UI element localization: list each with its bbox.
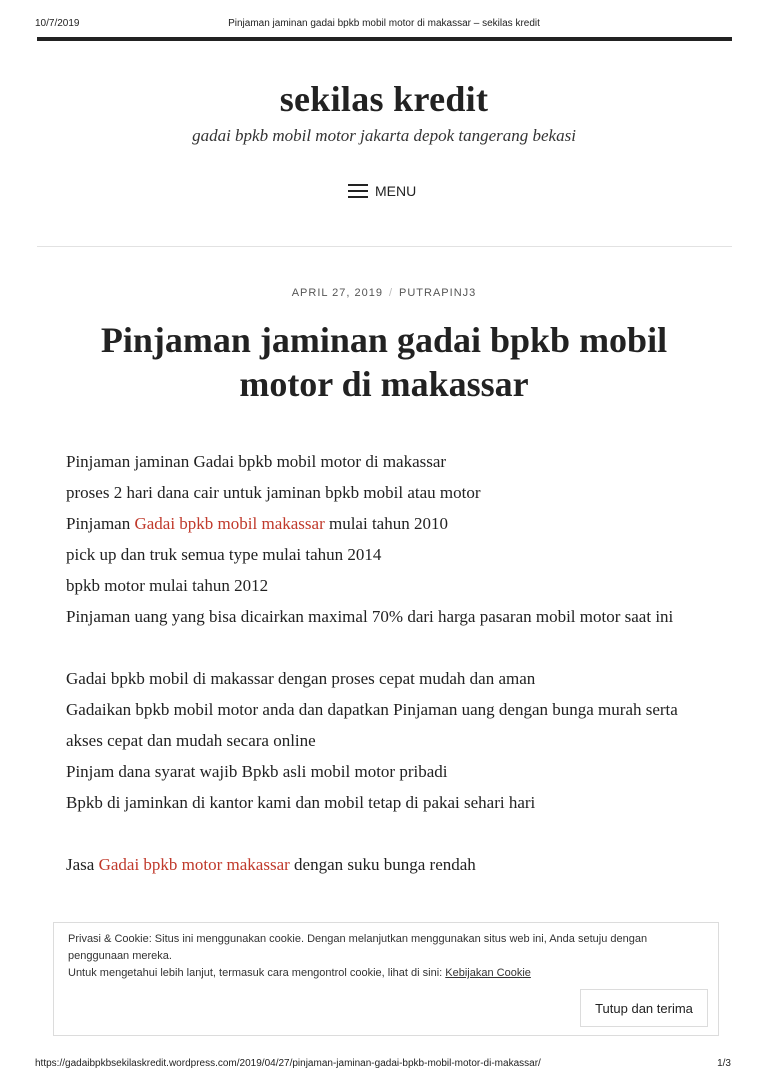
cookie-notice: Privasi & Cookie: Situs ini menggunakan cookie. Dengan melanjutkan menggunakan situs web ini, Anda setuju dengan penggunaan mereka. [68, 933, 648, 962]
print-header [0, 0, 768, 40]
gadai-bpkb-motor-makassar-link[interactable]: Gadai bpkb motor makassar [98, 855, 290, 874]
top-divider [37, 37, 732, 41]
post-title: Pinjaman jaminan gadai bpkb mobil motor di makassar [100, 320, 668, 404]
print-page-title: Pinjaman jaminan gadai bpkb mobil motor di makassar – sekilas kredit [228, 18, 540, 29]
content-line: Pinjam dana syarat wajib Bpkb asli mobil motor pribadi [66, 762, 448, 781]
cookie-text [68, 931, 698, 982]
hamburger-icon [348, 184, 368, 198]
post-author[interactable]: PUTRAPINJ3 [399, 287, 477, 299]
content-line: proses 2 hari dana cair untuk jaminan bpkb mobil atau motor [66, 483, 481, 502]
content-line: pick up dan truk semua type mulai tahun 2014 [66, 545, 382, 564]
post-date[interactable]: APRIL 27, 2019 [291, 287, 383, 299]
content-line: Gadai bpkb mobil di makassar dengan proses cepat mudah dan aman [66, 669, 536, 688]
content-line: Pinjaman jaminan Gadai bpkb mobil motor di makassar [66, 452, 447, 471]
print-date: 10/7/2019 [35, 18, 80, 29]
site-title[interactable]: sekilas kredit [279, 79, 489, 119]
content-line: Jasa Gadai bpkb motor makassar dengan suku bunga rendah [66, 855, 476, 874]
menu-label: MENU [375, 183, 417, 199]
close-and-accept-button[interactable]: Tutup dan terima [580, 989, 708, 1027]
print-url: https://gadaibpkbsekilaskredit.wordpress.com/2019/04/27/pinjaman-jaminan-gadai-bpkb-mobil-motor-di-makassar/ [35, 1058, 541, 1069]
content-line: Pinjaman uang yang bisa dicairkan maximal 70% dari harga pasaran mobil motor saat ini [66, 607, 674, 626]
menu-toggle-button[interactable] [348, 180, 416, 202]
header-divider [37, 246, 732, 247]
print-page-number: 1/3 [717, 1058, 731, 1069]
content-line: Pinjaman Gadai bpkb mobil makassar mulai tahun 2010 [66, 514, 448, 533]
post-meta [0, 287, 768, 299]
print-footer [0, 1056, 768, 1076]
site-description: gadai bpkb mobil motor jakarta depok tangerang bekasi [192, 126, 576, 145]
meta-separator: / [388, 287, 394, 299]
content-line: Bpkb di jaminkan di kantor kami dan mobil tetap di pakai sehari hari [66, 793, 536, 812]
cookie-policy-link[interactable]: Kebijakan Cookie [445, 967, 531, 979]
cookie-banner [53, 922, 719, 1036]
content-line: bpkb motor mulai tahun 2012 [66, 576, 269, 595]
post-content [66, 446, 716, 880]
content-line: Gadaikan bpkb mobil motor anda dan dapatkan Pinjaman uang dengan bunga murah serta akses cepat dan mudah secara online [66, 700, 678, 750]
gadai-bpkb-mobil-makassar-link[interactable]: Gadai bpkb mobil makassar [134, 514, 325, 533]
cookie-more-info: Untuk mengetahui lebih lanjut, termasuk cara mengontrol cookie, lihat di sini: Kebijakan Cookie [68, 967, 531, 979]
